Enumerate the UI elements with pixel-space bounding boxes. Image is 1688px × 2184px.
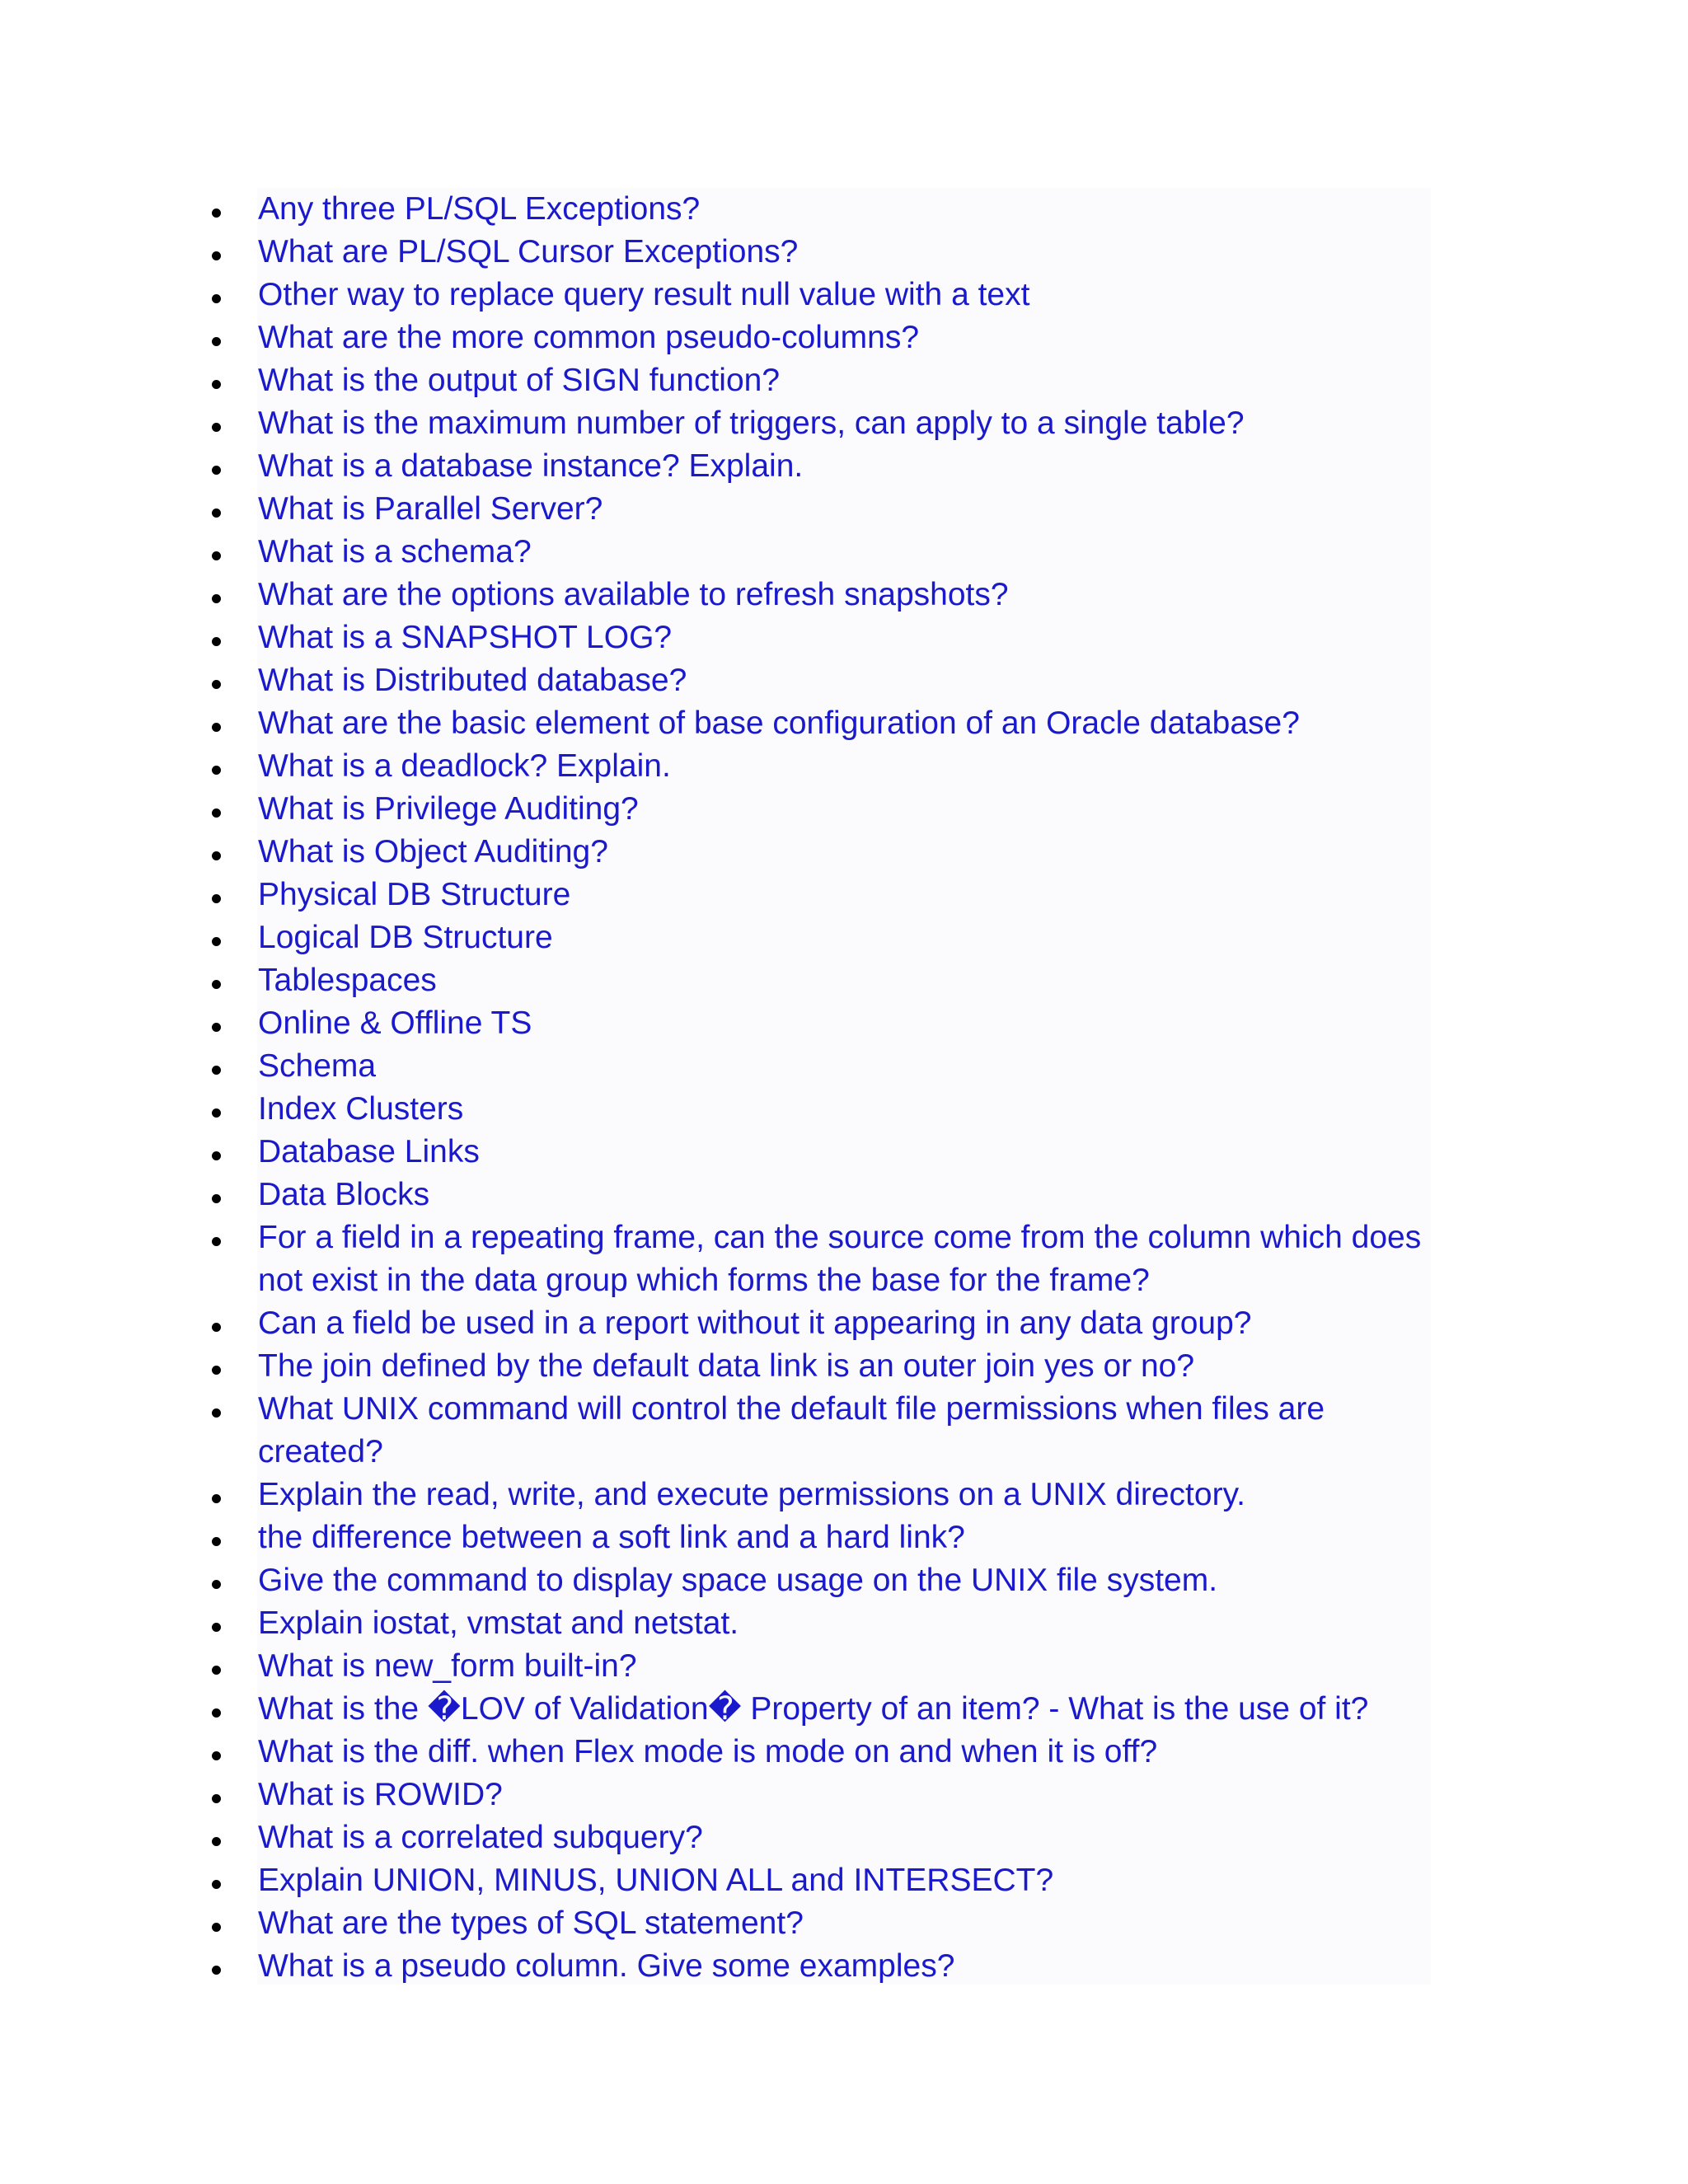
question-link[interactable]: What is Object Auditing? xyxy=(258,834,608,869)
question-list-item xyxy=(198,916,1451,959)
question-link[interactable]: What is a deadlock? Explain. xyxy=(258,748,671,784)
question-link[interactable]: Give the command to display space usage on the UNIX file system. xyxy=(258,1563,1218,1598)
question-list-item xyxy=(198,1131,1451,1174)
question-link[interactable]: Other way to replace query result null value with a text xyxy=(258,277,1030,312)
question-link[interactable]: Explain the read, write, and execute permissions on a UNIX directory. xyxy=(258,1477,1246,1512)
question-list-item xyxy=(198,316,1451,359)
bullet-icon xyxy=(212,1623,221,1632)
question-list-item xyxy=(198,1645,1451,1688)
question-link[interactable]: What is the �LOV of Validation� Property of an item? - What is the use of it? xyxy=(258,1691,1369,1727)
bullet-icon xyxy=(212,1880,221,1889)
question-list-item xyxy=(198,1474,1451,1516)
bullet-icon xyxy=(212,1751,221,1760)
question-link[interactable]: What is the diff. when Flex mode is mode on and when it is off? xyxy=(258,1734,1158,1769)
question-link[interactable]: Logical DB Structure xyxy=(258,920,553,955)
bullet-icon xyxy=(212,1194,221,1203)
bullet-icon xyxy=(212,680,221,689)
question-link[interactable]: Online & Offline TS xyxy=(258,1005,532,1041)
question-list-item xyxy=(198,1174,1451,1216)
bullet-icon xyxy=(212,551,221,560)
question-link[interactable]: Data Blocks xyxy=(258,1177,430,1212)
question-list-item xyxy=(198,1388,1451,1474)
question-link[interactable]: Database Links xyxy=(258,1134,480,1169)
question-link[interactable]: What is a correlated subquery? xyxy=(258,1820,703,1855)
bullet-icon xyxy=(212,337,221,346)
bullet-icon xyxy=(212,1323,221,1332)
bullet-icon xyxy=(212,1066,221,1075)
question-link[interactable]: What are the options available to refresh snapshots? xyxy=(258,577,1009,612)
bullet-icon xyxy=(212,1966,221,1975)
bullet-icon xyxy=(212,1923,221,1932)
question-link[interactable]: the difference between a soft link and a hard link? xyxy=(258,1520,965,1555)
question-link[interactable]: What is new_form built-in? xyxy=(258,1648,637,1684)
bullet-icon xyxy=(212,1537,221,1546)
bullet-icon xyxy=(212,209,221,218)
bullet-icon xyxy=(212,1408,221,1418)
bullet-icon xyxy=(212,1580,221,1589)
bullet-icon xyxy=(212,466,221,475)
question-list-item xyxy=(198,659,1451,702)
question-link[interactable]: What is Parallel Server? xyxy=(258,491,603,527)
bullet-icon xyxy=(212,1366,221,1375)
question-list-item xyxy=(198,1088,1451,1131)
question-list-item xyxy=(198,616,1451,659)
bullet-icon xyxy=(212,1023,221,1032)
question-link[interactable]: What are the basic element of base configuration of an Oracle database? xyxy=(258,705,1300,741)
bullet-icon xyxy=(212,723,221,732)
question-link[interactable]: Any three PL/SQL Exceptions? xyxy=(258,191,701,227)
question-link[interactable]: What are the types of SQL statement? xyxy=(258,1905,804,1941)
question-list-item xyxy=(198,1774,1451,1816)
bullet-icon xyxy=(212,1108,221,1118)
question-list xyxy=(198,188,1451,1988)
bullet-icon xyxy=(212,1151,221,1160)
bullet-icon xyxy=(212,980,221,989)
bullet-icon xyxy=(212,894,221,903)
question-list-item xyxy=(198,788,1451,831)
bullet-icon xyxy=(212,851,221,860)
bullet-icon xyxy=(212,937,221,946)
question-list-item xyxy=(198,1345,1451,1388)
question-link[interactable]: Index Clusters xyxy=(258,1091,464,1127)
question-list-item xyxy=(198,1688,1451,1731)
question-list-item xyxy=(198,1602,1451,1645)
question-list-item xyxy=(198,359,1451,402)
question-list-item xyxy=(198,1002,1451,1045)
bullet-icon xyxy=(212,594,221,603)
question-list-item xyxy=(198,745,1451,788)
question-list-item xyxy=(198,402,1451,445)
question-list-item xyxy=(198,959,1451,1002)
question-list-item xyxy=(198,488,1451,531)
bullet-icon xyxy=(212,637,221,646)
question-list-item xyxy=(198,1731,1451,1774)
bullet-icon xyxy=(212,766,221,775)
question-list-item xyxy=(198,1559,1451,1602)
question-list-item xyxy=(198,702,1451,745)
question-link[interactable]: What are the more common pseudo-columns? xyxy=(258,320,920,355)
question-link[interactable]: What UNIX command will control the default file permissions when files are created? xyxy=(258,1391,1325,1469)
question-list-item xyxy=(198,1902,1451,1945)
question-list-item xyxy=(198,1945,1451,1988)
question-link[interactable]: What is a database instance? Explain. xyxy=(258,448,804,484)
bullet-icon xyxy=(212,380,221,389)
question-list-item xyxy=(198,1816,1451,1859)
question-link[interactable]: The join defined by the default data link is an outer join yes or no? xyxy=(258,1348,1195,1384)
question-link[interactable]: Tablespaces xyxy=(258,963,437,998)
bullet-icon xyxy=(212,423,221,432)
question-list-item xyxy=(198,1216,1451,1302)
question-link[interactable]: What is Privilege Auditing? xyxy=(258,791,639,827)
question-link[interactable]: Explain iostat, vmstat and netstat. xyxy=(258,1605,739,1641)
question-list-item xyxy=(198,874,1451,916)
bullet-icon xyxy=(212,251,221,260)
question-link[interactable]: What is a schema? xyxy=(258,534,532,569)
bullet-icon xyxy=(212,294,221,303)
question-list-item xyxy=(198,1302,1451,1345)
question-link[interactable]: What is the maximum number of triggers, can apply to a single table? xyxy=(258,405,1245,441)
question-link[interactable]: For a field in a repeating frame, can the source come from the column which does not exist in the data group which forms the base for the frame? xyxy=(258,1220,1422,1298)
question-list-item xyxy=(198,231,1451,274)
question-list-item xyxy=(198,274,1451,316)
bullet-icon xyxy=(212,1794,221,1803)
question-link[interactable]: Can a field be used in a report without it appearing in any data group? xyxy=(258,1305,1252,1341)
question-list-item xyxy=(198,188,1451,231)
question-list-item xyxy=(198,831,1451,874)
question-list-item xyxy=(198,531,1451,574)
question-link[interactable]: Schema xyxy=(258,1048,377,1084)
question-link[interactable]: What is a SNAPSHOT LOG? xyxy=(258,620,673,655)
question-list-item xyxy=(198,1516,1451,1559)
question-link[interactable]: Physical DB Structure xyxy=(258,877,571,912)
bullet-icon xyxy=(212,509,221,518)
bullet-icon xyxy=(212,1237,221,1246)
bullet-icon xyxy=(212,808,221,818)
question-link[interactable]: What are PL/SQL Cursor Exceptions? xyxy=(258,234,799,269)
bullet-icon xyxy=(212,1837,221,1846)
question-link[interactable]: What is ROWID? xyxy=(258,1777,503,1812)
question-link[interactable]: What is the output of SIGN function? xyxy=(258,363,781,398)
bullet-icon xyxy=(212,1708,221,1718)
bullet-icon xyxy=(212,1494,221,1503)
question-list-item xyxy=(198,445,1451,488)
question-list-item xyxy=(198,1045,1451,1088)
question-list-item xyxy=(198,574,1451,616)
question-link[interactable]: What is Distributed database? xyxy=(258,663,687,698)
question-list-item xyxy=(198,1859,1451,1902)
question-link[interactable]: What is a pseudo column. Give some examples? xyxy=(258,1948,955,1984)
question-link[interactable]: Explain UNION, MINUS, UNION ALL and INTERSECT? xyxy=(258,1863,1054,1898)
bullet-icon xyxy=(212,1666,221,1675)
